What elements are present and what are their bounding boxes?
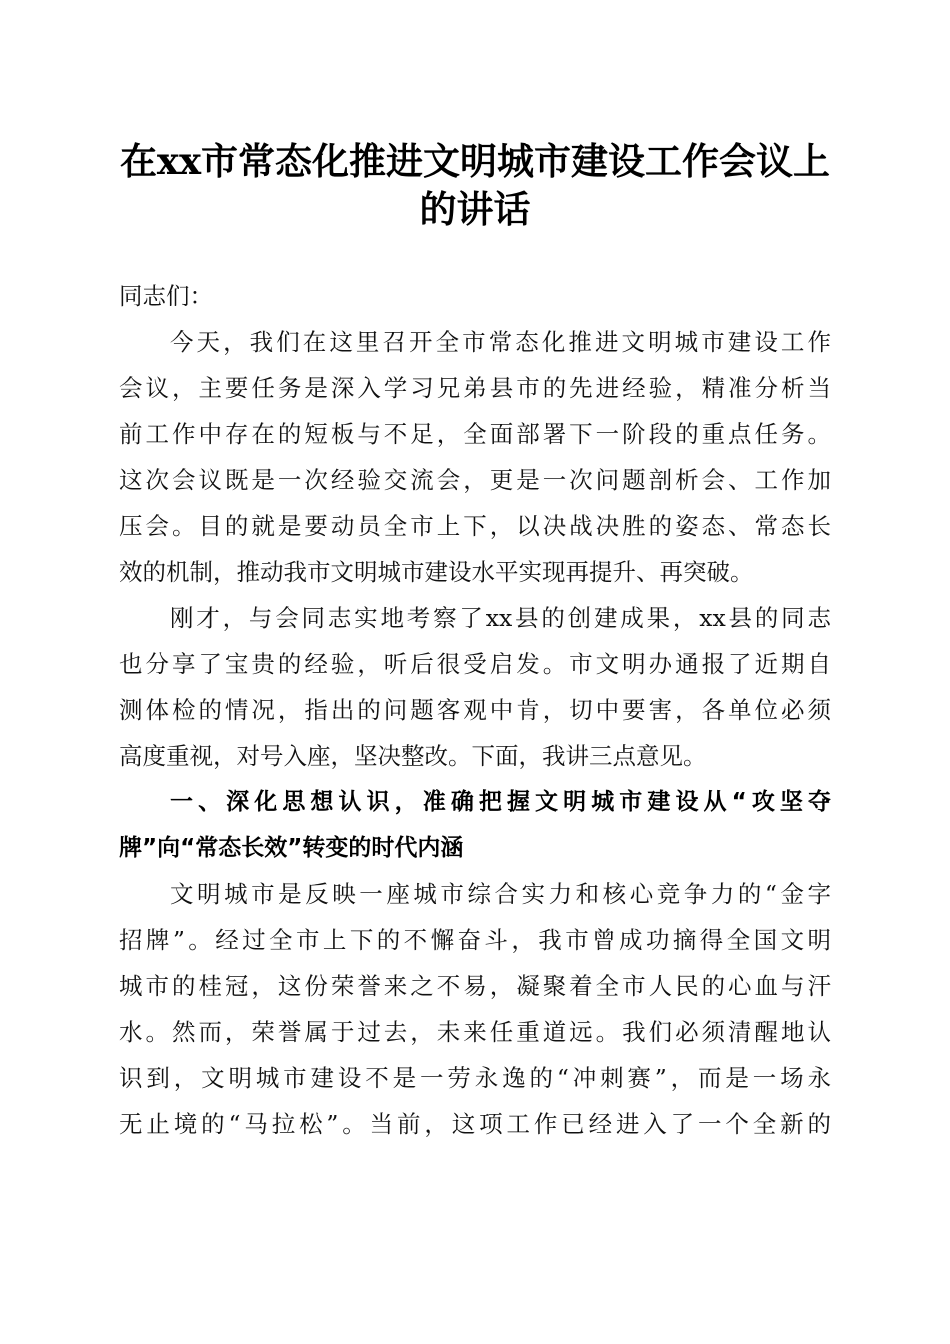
- document-title-line-1: 在xx市常态化推进文明城市建设工作会议上: [119, 139, 831, 183]
- paragraph-line: 城市的桂冠，这份荣誉来之不易，凝聚着全市人民的心血与汗: [119, 972, 831, 1000]
- paragraph-line: 无止境的“马拉松”。当前，这项工作已经进入了一个全新的: [119, 1110, 831, 1138]
- paragraph-line: 效的机制，推动我市文明城市建设水平实现再提升、再突破。: [119, 558, 754, 586]
- paragraph-line: 文明城市是反映一座城市综合实力和核心竞争力的“金字: [170, 880, 831, 908]
- document-title-line-2: 的讲话: [419, 187, 531, 231]
- paragraph-line: 识到，文明城市建设不是一劳永逸的“冲刺赛”，而是一场永: [119, 1064, 831, 1092]
- paragraph-line: 也分享了宝贵的经验，听后很受启发。市文明办通报了近期自: [119, 650, 831, 678]
- paragraph-line: 今天，我们在这里召开全市常态化推进文明城市建设工作: [170, 328, 831, 356]
- paragraph-line: 高度重视，对号入座，坚决整改。下面，我讲三点意见。: [119, 742, 707, 770]
- salutation: 同志们：: [119, 282, 213, 310]
- paragraph-line: 水。然而，荣誉属于过去，未来任重道远。我们必须清醒地认: [119, 1018, 831, 1046]
- paragraph-line: 压会。目的就是要动员全市上下，以决战决胜的姿态、常态长: [119, 512, 831, 540]
- paragraph-line: 这次会议既是一次经验交流会，更是一次问题剖析会、工作加: [119, 466, 831, 494]
- paragraph-line: 刚才，与会同志实地考察了xx县的创建成果，xx县的同志: [170, 604, 831, 632]
- section-heading-line: 一、深化思想认识，准确把握文明城市建设从“攻坚夺: [170, 789, 831, 815]
- section-heading-line: 牌”向“常态长效”转变的时代内涵: [119, 835, 464, 861]
- paragraph-line: 前工作中存在的短板与不足，全面部署下一阶段的重点任务。: [119, 420, 831, 448]
- paragraph-line: 会议，主要任务是深入学习兄弟县市的先进经验，精准分析当: [119, 374, 831, 402]
- paragraph-line: 测体检的情况，指出的问题客观中肯，切中要害，各单位必须: [119, 696, 831, 724]
- paragraph-line: 招牌”。经过全市上下的不懈奋斗，我市曾成功摘得全国文明: [119, 926, 831, 954]
